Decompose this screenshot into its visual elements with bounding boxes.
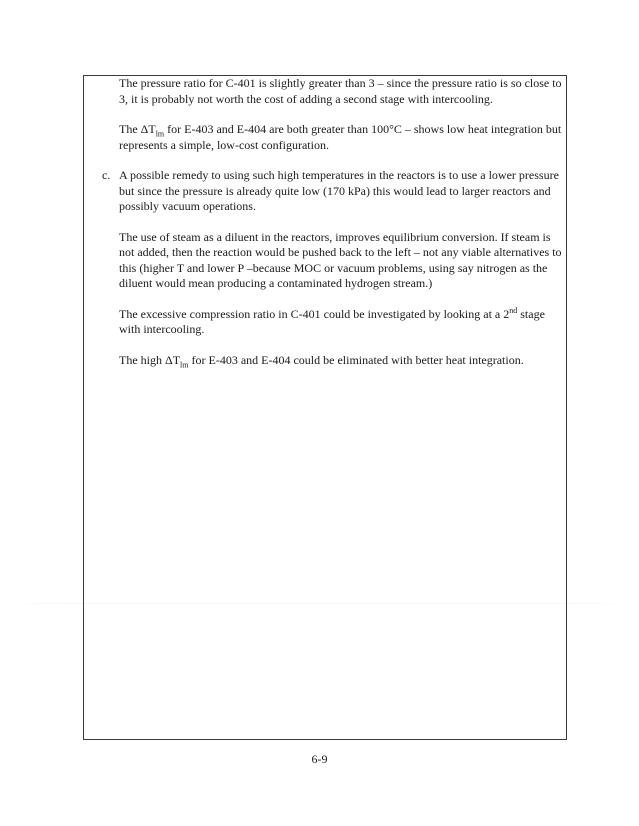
paragraph-pressure-ratio-text: The pressure ratio for C-401 is slightly greater than 3 – since the pressure ratio is so close to 3, it is probably not worth the cost of adding a second stage with intercooling. — [119, 76, 562, 106]
paragraph-delta-t-lm — [119, 122, 564, 153]
list-item-marker: c. — [102, 168, 111, 182]
paragraph-heat-integration — [119, 353, 564, 369]
page-body — [102, 76, 564, 383]
paragraph-pressure-ratio — [119, 76, 564, 107]
list-item-c — [102, 168, 564, 215]
paragraph-heat-integration-text: for E-403 and E-404 could be eliminated with better heat integration. — [188, 352, 524, 367]
paragraph-delta-t-lm-text: for E-403 and E-404 are both greater than 100°C – shows low heat integration but represents a simple, low-cost configuration. — [119, 122, 562, 152]
paragraph-heat-integration-prefix: The high ΔT — [119, 352, 181, 367]
paragraph-compression-ratio — [119, 307, 564, 338]
paragraph-compression-ratio-prefix: The excessive compression ratio in C-401 could be investigated by looking at a 2 — [119, 306, 510, 321]
subscript-lm: lm — [155, 129, 165, 139]
paragraph-delta-t-lm-prefix: The ΔT — [119, 122, 156, 136]
paragraph-steam-diluent-text: The use of steam as a diluent in the reactors, improves equilibrium conversion. If steam is not added, then the reaction would be pushed back to the left – not any viable alternatives to this (higher T and lower P –because MOC or vacuum problems, using say nitrogen as the diluent would mean producing a contaminated hydrogen stream.) — [119, 229, 562, 290]
subscript-lm: lm — [180, 359, 189, 369]
paragraph-steam-diluent — [119, 230, 564, 292]
page-number: 6-9 — [311, 752, 328, 766]
list-item-c-text: A possible remedy to using such high temperatures in the reactors is to use a lower pressure but since the pressure is already quite low (170 kPa) this would lead to larger reactors and possibly vacuum operations. — [119, 168, 559, 213]
superscript-nd: nd — [509, 305, 518, 315]
paragraph-compression-ratio-text: stage with intercooling. — [119, 306, 545, 336]
